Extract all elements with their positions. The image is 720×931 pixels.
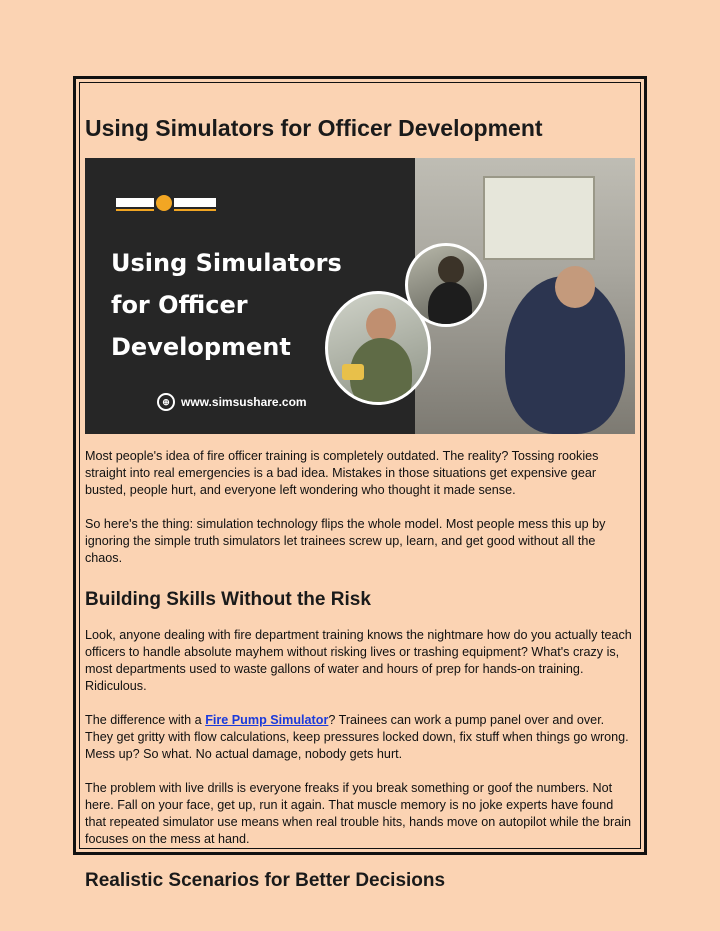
hero-website-text: www.simsushare.com	[181, 395, 307, 409]
projector-screen	[483, 176, 595, 260]
paragraph-live-drills: The problem with live drills is everyone freaks if you break something or goof the numbers. Not here. Fall on your face, get up, run it again. That muscle memory is no joke experts have found that repeated simulator use means when real trouble hits, hands move on autopilot while the brain focuses on the mess at hand.	[85, 781, 632, 846]
paragraph-pump	[85, 712, 635, 763]
fire-pump-simulator-link[interactable]: Fire Pump Simulator	[205, 713, 329, 727]
page-title: Using Simulators for Officer Development	[85, 115, 543, 141]
simsushare-logo-icon	[116, 194, 216, 214]
globe-icon: ⊕	[157, 393, 175, 411]
paragraph-simulation: So here's the thing: simulation technology flips the whole model. Most people mess this up by ignoring the simple truth simulators let trainees screw up, learn, and get good without all the chaos.	[85, 517, 606, 565]
article	[85, 112, 635, 894]
section-heading-scenarios: Realistic Scenarios for Better Decisions	[85, 870, 446, 891]
paragraph-intro: Most people's idea of fire officer training is completely outdated. The reality? Tossing rookies straight into real emergencies is a bad idea. Mistakes in those situations get expensive gear busted, people hurt, and everyone left wondering who thought it made sense.	[85, 449, 599, 497]
section-heading-skills: Building Skills Without the Risk	[85, 589, 371, 610]
paragraph-pump-after: ? Trainees can work a pump panel over and over. They get gritty with flow calculations, keep pressures locked down, fix stuff when things go wrong. Mess up? So what. No actual damage, nobody gets hurt.	[85, 713, 629, 761]
paragraph-training: Look, anyone dealing with fire department training knows the nightmare how do you actually teach officers to handle absolute mayhem without risking lives or trashing equipment? What's crazy is, most departments used to waste gallons of water and hours of prep for hands-on training. Ridiculous.	[85, 628, 632, 693]
hero-heading: Using Simulators for Officer Development	[111, 249, 342, 361]
paragraph-pump-before: The difference with a	[85, 713, 206, 727]
hero-website	[157, 393, 307, 411]
hero-image	[85, 158, 635, 434]
